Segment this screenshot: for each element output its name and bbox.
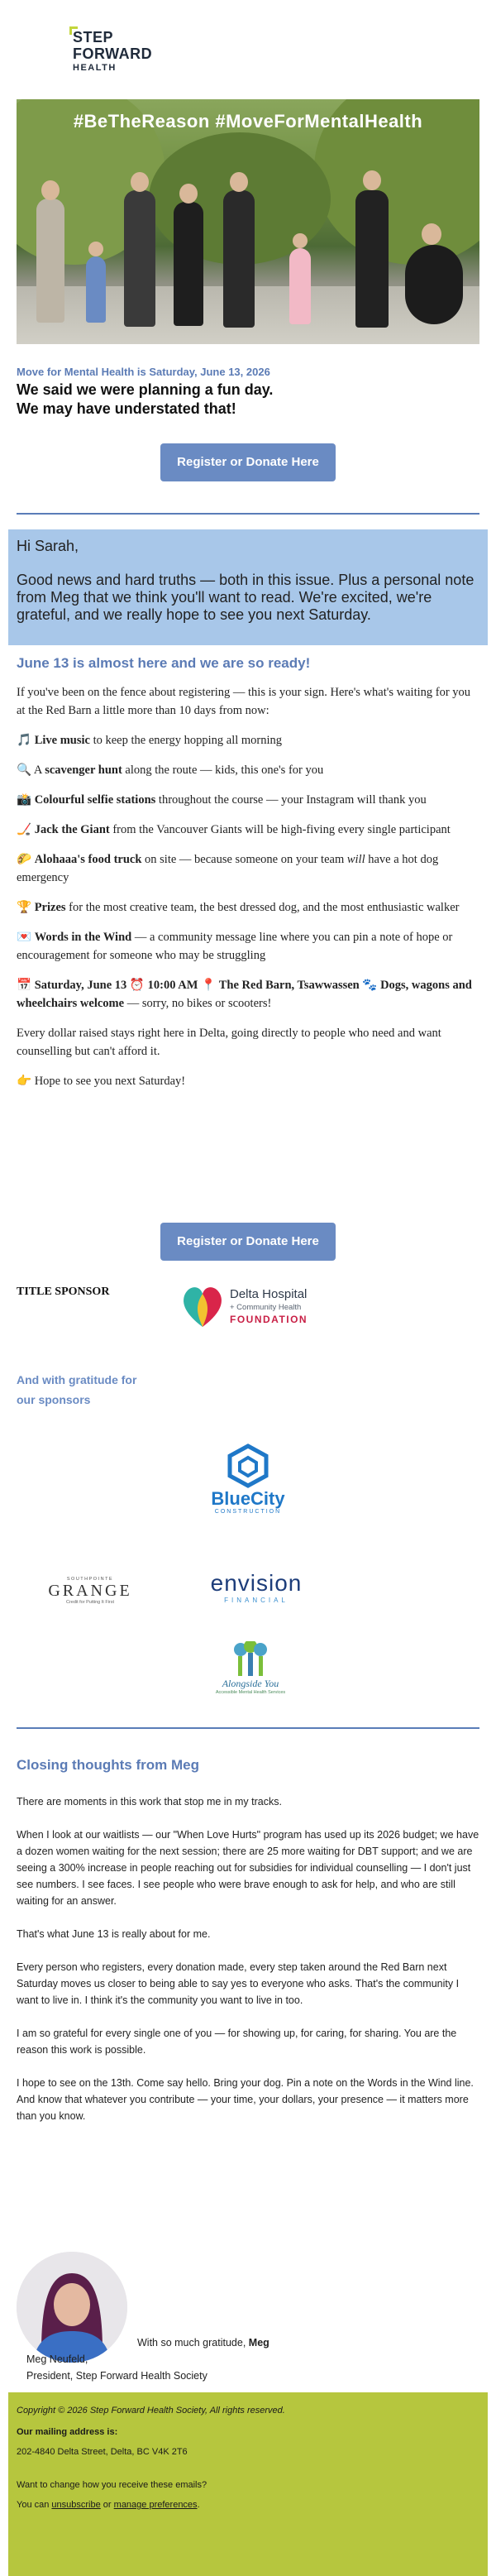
signoff: With so much gratitude, Meg	[137, 2337, 269, 2349]
gratitude-heading: And with gratitude for our sponsors	[17, 1373, 137, 1406]
list-item: 💌 Words in the Wind — a community message line where you can pin a note of hope or encouragement for someone who may be struggling	[17, 931, 453, 962]
register-donate-button[interactable]: Register or Donate Here	[160, 443, 336, 481]
title-sponsor-label: TITLE SPONSOR	[17, 1286, 110, 1298]
camera-icon: 📸	[17, 793, 32, 807]
hexagon-logo-icon	[225, 1443, 271, 1489]
envision-logo[interactable]: envision FINANCIAL	[210, 1570, 303, 1604]
ready-content	[17, 683, 479, 1090]
manage-preferences-link[interactable]: manage preferences	[113, 2500, 198, 2510]
trophy-icon: 🏆	[17, 901, 32, 914]
footer	[8, 2392, 488, 2576]
love-letter-icon: 💌	[17, 931, 32, 944]
closing-content: There are moments in this work that stop me in my tracks. When I look at our waitlists — our "When Love Hurts" program has used up its 2026 budget; we have a dozen women waiting for the next session; there are 25 more waiting for DBT support; and we are seeing a 300% increase in people reaching out for subsidies for individual counselling — I don't just see numbers. I see faces. I see people who were brave enough to ask for help, and who are still waiting for an answer. That's what June 13 is really about for me. Every person who registers, every donation made, every step taken around the Red Barn next Saturday moves us closer to being able to say yes to everyone who asks. That's the community I want to live in. I think it's the community you want to live in too. I am so grateful for every single one of you — for showing up, for caring, for sharing. You are the reason this work is possible. I hope to see on the 13th. Come say hello. Bring your dog. Pin a note on the Words in the Wind line. And know that whatever you contribute — your time, your dollars, your presence — it matters more than you know.	[17, 1796, 479, 2122]
bluecity-logo[interactable]: BlueCity CONSTRUCTION	[190, 1443, 306, 1522]
alarm-clock-icon: ⏰	[129, 979, 145, 992]
mailing-address: 202-4840 Delta Street, Delta, BC V4K 2T6	[17, 2447, 188, 2457]
signature: Meg Neufeld, President, Step Forward Health Society	[26, 2353, 207, 2382]
greeting: Hi Sarah,	[17, 538, 79, 554]
list-item: 🏒 Jack the Giant from the Vancouver Giants will be high-fiving every single participant	[17, 823, 451, 836]
delta-hospital-logo[interactable]: Delta Hospital + Community Health FOUNDATION	[180, 1281, 337, 1332]
event-date-line: Move for Mental Health is Saturday, June 13, 2026	[17, 366, 270, 378]
raised-note: Every dollar raised stays right here in Delta, going directly to people who need and want counselling but can't afford it.	[17, 1027, 441, 1058]
grange-logo[interactable]: SOUTHPOINTE GRANGE Credit for Putting It First	[48, 1577, 132, 1605]
mailing-label: Our mailing address is:	[17, 2427, 118, 2437]
ready-intro: If you've been on the fence about registering — this is your sign. Here's what's waiting for you at the Red Barn a little more than 10 days from now:	[17, 686, 471, 717]
divider	[17, 513, 479, 515]
copyright: Copyright © 2026 Step Forward Health Society, All rights reserved.	[17, 2406, 285, 2416]
closing-title: Closing thoughts from Meg	[17, 1757, 199, 1773]
calendar-icon: 📅	[17, 979, 32, 992]
list-item: 🌮 Alohaaa's food truck on site — because someone on your team will have a hot dog emergency	[17, 853, 439, 884]
logo-mark-icon	[69, 26, 78, 35]
alongside-you-logo[interactable]: Alongside You Accessible Mental Health Services	[205, 1641, 296, 1711]
hero-image	[17, 99, 479, 344]
preferences-line: You can unsubscribe or manage preferences.	[17, 2500, 200, 2510]
pointing-hand-icon: 👉	[17, 1075, 32, 1088]
list-item: 🎵 Live music to keep the energy hopping all morning	[17, 734, 283, 747]
event-details: 📅 Saturday, June 13 ⏰ 10:00 AM 📍 The Red Barn, Tsawwassen 🐾 Dogs, wagons and wheelchairs welcome — sorry, no bikes or scooters!	[17, 979, 472, 1010]
list-item: 🏆 Prizes for the most creative team, the best dressed dog, and the most enthusiastic walker	[17, 901, 460, 914]
intro-headline: We said we were planning a fun day. We may have understated that!	[17, 381, 274, 417]
list-item: 🔍 A scavenger hunt along the route — kids, this one's for you	[17, 764, 324, 777]
ready-title: June 13 is almost here and we are so ready!	[17, 655, 311, 671]
magnifier-icon: 🔍	[17, 764, 32, 777]
people-tree-logo-icon	[226, 1641, 275, 1678]
change-prompt: Want to change how you receive these emails?	[17, 2480, 207, 2490]
divider	[17, 1727, 479, 1729]
pin-icon: 📍	[201, 979, 217, 992]
hockey-stick-icon: 🏒	[17, 823, 32, 836]
hope-line: 👉 Hope to see you next Saturday!	[17, 1075, 186, 1088]
greeting-callout	[8, 529, 488, 645]
heart-logo-icon	[180, 1282, 225, 1330]
list-item: 📸 Colourful selfie stations throughout the course — your Instagram will thank you	[17, 793, 427, 807]
callout-text: Good news and hard truths — both in this issue. Plus a personal note from Meg that we think you'll want to read. We're excited, we're grateful, and we really hope to see you next Saturday.	[17, 572, 475, 623]
unsubscribe-link[interactable]: unsubscribe	[51, 2500, 101, 2510]
paw-icon: 🐾	[362, 979, 378, 992]
register-donate-button-2[interactable]: Register or Donate Here	[160, 1223, 336, 1261]
music-icon: 🎵	[17, 734, 32, 747]
step-forward-logo[interactable]: STEP FORWARD HEALTH	[73, 30, 172, 73]
taco-icon: 🌮	[17, 853, 32, 866]
portrait-icon	[17, 2252, 127, 2363]
avatar	[17, 2252, 127, 2363]
hero-hashtags: #BeTheReason #MoveForMentalHealth	[73, 111, 423, 132]
